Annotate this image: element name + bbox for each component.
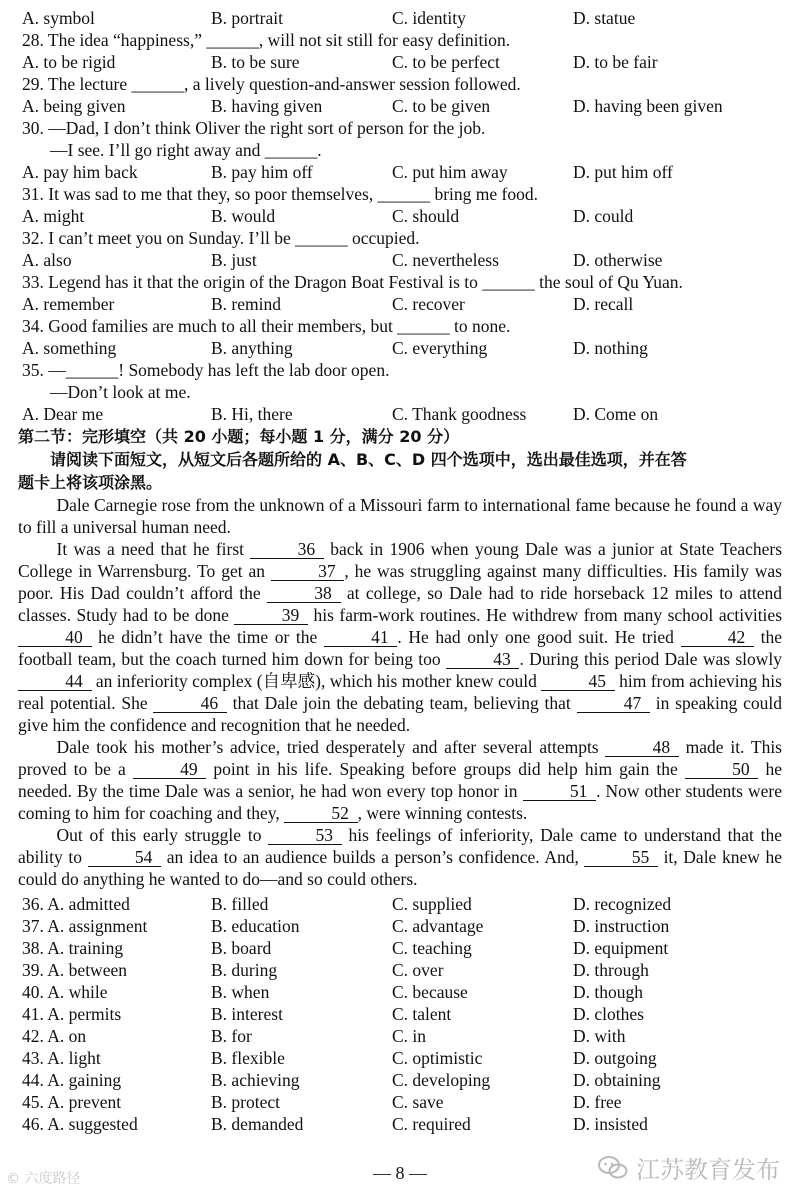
blank-37: 37 <box>271 562 345 581</box>
option-b: B. when <box>211 982 270 1002</box>
cloze-option-row <box>0 893 800 915</box>
question-options: A. being given B. having given C. to be given D. having been given <box>22 96 723 116</box>
option-a: 38. A. training <box>22 938 124 958</box>
cloze-option-row <box>0 1025 800 1047</box>
q27-options <box>0 7 800 29</box>
option-d: D. though <box>573 982 643 1002</box>
question-stem: 30. —Dad, I don’t think Oliver the right sort of person for the job. <box>22 118 486 138</box>
blank-45: 45 <box>541 672 615 691</box>
option-b: B. filled <box>211 894 269 914</box>
blank-41: 41 <box>324 628 398 647</box>
cloze-option-row <box>0 937 800 959</box>
option-d: D. statue <box>573 8 636 28</box>
option-a: A. symbol <box>22 8 95 28</box>
blank-38: 38 <box>267 584 341 603</box>
option-d: D. free <box>573 1092 622 1112</box>
option-b: B. achieving <box>211 1070 300 1090</box>
cloze-option-row <box>0 1003 800 1025</box>
option-b: B. protect <box>211 1092 281 1112</box>
option-c: C. over <box>392 960 444 980</box>
blank-49: 49 <box>133 760 207 779</box>
option-a: 45. A. prevent <box>22 1092 122 1112</box>
blank-50: 50 <box>685 760 759 779</box>
blank-40: 40 <box>18 628 92 647</box>
option-c: C. supplied <box>392 894 472 914</box>
blank-54: 54 <box>88 848 162 867</box>
question-options: A. to be rigid B. to be sure C. to be perfect D. to be fair <box>22 52 658 72</box>
blank-43: 43 <box>446 650 520 669</box>
option-a: 43. A. light <box>22 1048 101 1068</box>
watermark-right <box>598 1150 780 1185</box>
question-options: A. also B. just C. nevertheless D. otherwise <box>22 250 663 270</box>
option-c: C. developing <box>392 1070 491 1090</box>
option-b: B. interest <box>211 1004 283 1024</box>
option-a: 46. A. suggested <box>22 1114 138 1134</box>
passage-paragraph-1: Dale Carnegie rose from the unknown of a Missouri farm to international fame because he found a way to fill a universal human need. <box>18 495 782 537</box>
cloze-option-row <box>0 1113 800 1135</box>
section-instruction: 请阅读下面短文，从短文后各题所给的 A、B、C、D 四个选项中，选出最佳选项，并在答 <box>50 450 687 469</box>
passage-paragraph-4: Out of this early struggle to 53 his feelings of inferiority, Dale came to understand that the ability to 54 an idea to an audience builds a person’s confidence. And, 55 it, Dale knew he could do anything he wanted to do—and so could others. <box>18 825 782 889</box>
cloze-option-row <box>0 1069 800 1091</box>
question-stem: 34. Good families are much to all their members, but ______ to none. <box>22 316 511 336</box>
question-stem: 28. The idea “happiness,” ______, will not sit still for easy definition. <box>22 30 511 50</box>
question-stem-reply: —Don’t look at me. <box>50 382 191 402</box>
option-c: C. required <box>392 1114 471 1134</box>
question-options: A. might B. would C. should D. could <box>22 206 634 226</box>
option-c: C. optimistic <box>392 1048 483 1068</box>
passage-paragraph-3: Dale took his mother’s advice, tried desperately and after several attempts 48 made it. This proved to be a 49 point in his life. Speaking before groups did help him gain the 50 he needed. By the time Dale was a senior, he had won every top honor in 51 . Now other students were coming to him for coaching and they, 52 , were winning contests. <box>18 737 782 823</box>
option-a: 39. A. between <box>22 960 127 980</box>
option-b: B. board <box>211 938 272 958</box>
watermark-text: 江苏教育发布 <box>636 1156 780 1184</box>
question-stem: 32. I can’t meet you on Sunday. I’ll be ______ occupied. <box>22 228 420 248</box>
cloze-option-row <box>0 1047 800 1069</box>
blank-53: 53 <box>268 826 342 845</box>
section-title: 第二节：完形填空（共 20 小题；每小题 1 分，满分 20 分） <box>18 427 460 446</box>
question-options: A. pay him back B. pay him off C. put him away D. put him off <box>22 162 673 182</box>
blank-48: 48 <box>605 738 679 757</box>
option-c: C. because <box>392 982 468 1002</box>
option-a: 42. A. on <box>22 1026 87 1046</box>
option-c: C. talent <box>392 1004 452 1024</box>
option-a: 40. A. while <box>22 982 108 1002</box>
blank-46: 46 <box>153 694 227 713</box>
option-c: C. teaching <box>392 938 472 958</box>
watermark-left: © 六度路径 <box>6 1171 81 1187</box>
question-stem-reply: —I see. I’ll go right away and ______. <box>50 140 322 160</box>
question-options: A. something B. anything C. everything D. nothing <box>22 338 648 358</box>
option-b: B. demanded <box>211 1114 304 1134</box>
option-c: C. advantage <box>392 916 484 936</box>
section-instruction-cont: 题卡上将该项涂黑。 <box>18 473 163 492</box>
blank-51: 51 <box>523 782 597 801</box>
blank-42: 42 <box>681 628 755 647</box>
cloze-option-row <box>0 981 800 1003</box>
option-d: D. equipment <box>573 938 669 958</box>
option-d: D. insisted <box>573 1114 648 1134</box>
option-a: 41. A. permits <box>22 1004 122 1024</box>
option-b: B. for <box>211 1026 252 1046</box>
wechat-icon <box>598 1155 628 1181</box>
option-a: 37. A. assignment <box>22 916 148 936</box>
question-options: A. remember B. remind C. recover D. recall <box>22 294 634 314</box>
option-d: D. with <box>573 1026 626 1046</box>
option-d: D. through <box>573 960 649 980</box>
blank-44: 44 <box>18 672 92 691</box>
passage-paragraph-2: It was a need that he first 36 back in 1906 when young Dale was a junior at State Teachers College in Warrensburg. To get an 37 , he was struggling against many difficulties. His family was poor. His Dad couldn’t afford the 38 at college, so Dale had to ride horseback 12 miles to attend classes. Study had to be done 39 his farm-work routines. He withdrew from many school activities 40 he didn’t have the time or the 41 . He had only one good suit. He tried 42 the football team, but the coach turned him down for being too 43 . During this period Dale was slowly 44 an inferiority complex (自卑感), which his mother knew could 45 him from achieving his real potential. She 46 that Dale join the debating team, believing that 47 in speaking could give him the confidence and recognition that he needed. <box>18 539 783 735</box>
blank-55: 55 <box>584 848 658 867</box>
option-c: C. save <box>392 1092 444 1112</box>
option-b: B. portrait <box>211 8 283 28</box>
option-b: B. education <box>211 916 300 936</box>
cloze-passage <box>18 494 782 890</box>
question-options: A. Dear me B. Hi, there C. Thank goodness D. Come on <box>22 404 659 424</box>
option-b: B. flexible <box>211 1048 285 1068</box>
cloze-option-row <box>0 959 800 981</box>
blank-47: 47 <box>577 694 651 713</box>
option-c: C. in <box>392 1026 427 1046</box>
option-d: D. outgoing <box>573 1048 657 1068</box>
question-stem: 31. It was sad to me that they, so poor themselves, ______ bring me food. <box>22 184 539 204</box>
option-d: D. clothes <box>573 1004 644 1024</box>
blank-36: 36 <box>250 540 324 559</box>
question-stem: 33. Legend has it that the origin of the Dragon Boat Festival is to ______ the soul of Qu Yuan. <box>22 272 683 292</box>
blank-39: 39 <box>234 606 308 625</box>
option-d: D. instruction <box>573 916 670 936</box>
page-number: — 8 — <box>373 1163 427 1183</box>
option-a: 44. A. gaining <box>22 1070 122 1090</box>
option-a: 36. A. admitted <box>22 894 130 914</box>
question-stem: 35. —______! Somebody has left the lab door open. <box>22 360 390 380</box>
blank-52: 52 <box>284 804 358 823</box>
option-d: D. recognized <box>573 894 672 914</box>
option-d: D. obtaining <box>573 1070 661 1090</box>
cloze-option-row <box>0 1091 800 1113</box>
option-c: C. identity <box>392 8 466 28</box>
option-b: B. during <box>211 960 278 980</box>
cloze-option-row <box>0 915 800 937</box>
question-stem: 29. The lecture ______, a lively question-and-answer session followed. <box>22 74 521 94</box>
